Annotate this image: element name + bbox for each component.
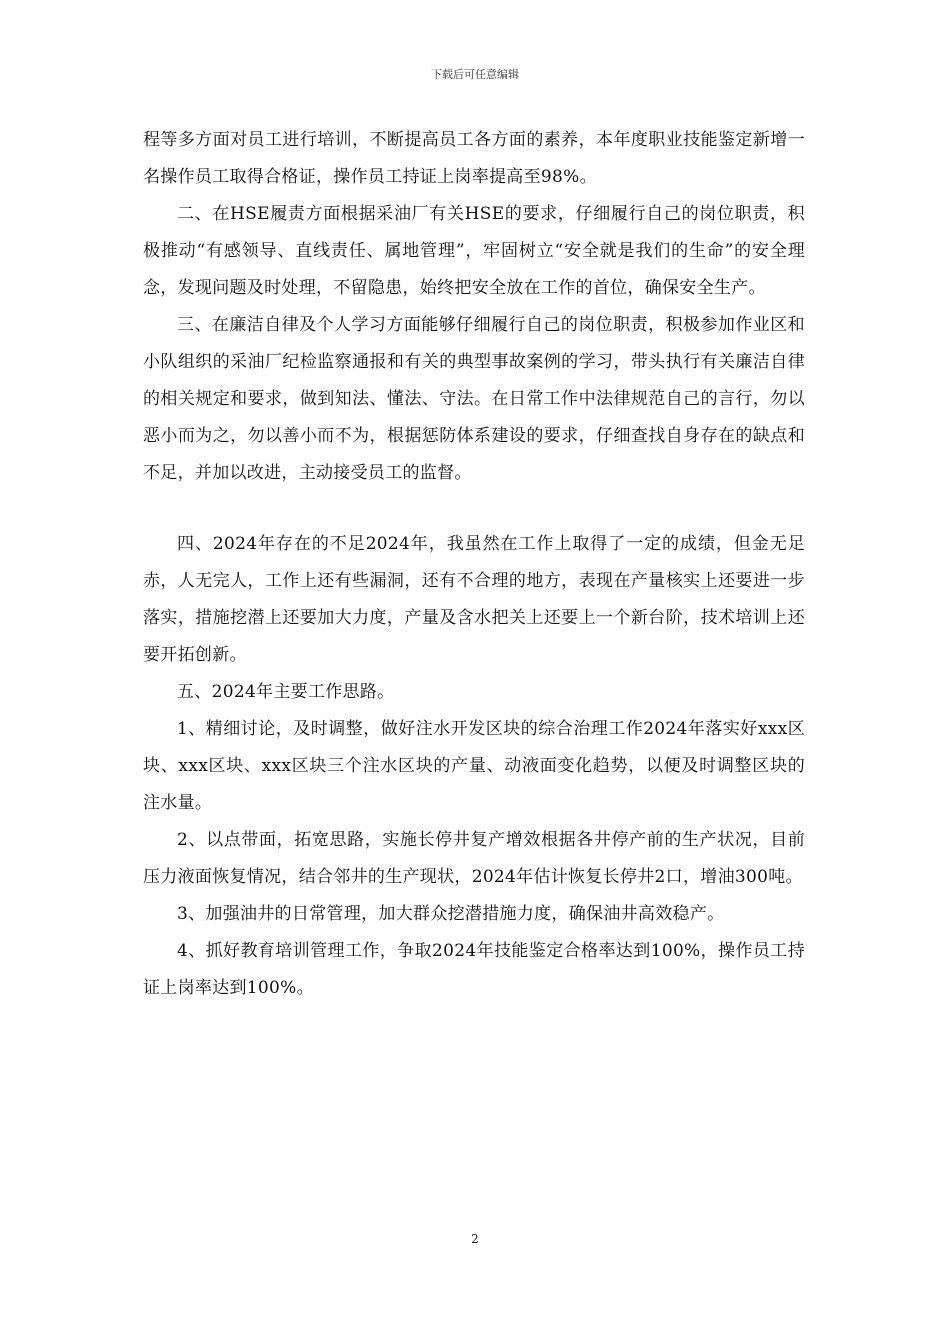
page-number: 2 <box>471 1232 479 1246</box>
paragraph-spacer <box>143 492 805 526</box>
document-body <box>143 122 805 1007</box>
paragraph-plan-heading: 五、2024年主要工作思路。 <box>177 682 395 702</box>
paragraph-plan-item-3: 3、加强油井的日常管理，加大群众挖潜措施力度，确保油井高效稳产。 <box>177 904 725 924</box>
paragraph-shortcomings: 四、2024年存在的不足2024年，我虽然在工作上取得了一定的成绩，但金无足赤，人无完人，工作上还有些漏洞，还有不合理的地方，表现在产量核实上还要进一步落实，措施挖潜上还要加大力度，产量及含水把关上还要上一个新台阶，技术培训上还要开拓创新。 <box>143 534 805 665</box>
paragraph-training: 程等多方面对员工进行培训，不断提高员工各方面的素养，本年度职业技能鉴定新增一名操作员工取得合格证，操作员工持证上岗率提高至98%。 <box>143 130 805 187</box>
paragraph-plan-item-4: 4、抓好教育培训管理工作，争取2024年技能鉴定合格率达到100%，操作员工持证上岗率达到100%。 <box>143 941 805 998</box>
paragraph-plan-item-1: 1、精细讨论，及时调整，做好注水开发区块的综合治理工作2024年落实好xxx区块、xxx区块、xxx区块三个注水区块的产量、动液面变化趋势，以便及时调整区块的注水量。 <box>143 719 805 813</box>
page-header: 下载后可任意编辑 <box>431 68 519 81</box>
paragraph-hse: 二、在HSE履责方面根据采油厂有关HSE的要求，仔细履行自己的岗位职责，积极推动“有感领导、直线责任、属地管理”，牢固树立“安全就是我们的生命”的安全理念，发现问题及时处理，不留隐患，始终把安全放在工作的首位，确保安全生产。 <box>143 204 805 298</box>
paragraph-integrity: 三、在廉洁自律及个人学习方面能够仔细履行自己的岗位职责，积极参加作业区和小队组织的采油厂纪检监察通报和有关的典型事故案例的学习，带头执行有关廉洁自律的相关规定和要求，做到知法、懂法、守法。在日常工作中法律规范自己的言行，勿以恶小而为之，勿以善小而不为，根据惩防体系建设的要求，仔细查找自身存在的缺点和不足，并加以改进，主动接受员工的监督。 <box>143 315 805 483</box>
paragraph-plan-item-2: 2、以点带面，拓宽思路，实施长停井复产增效根据各井停产前的生产状况，目前压力液面恢复情况，结合邻井的生产现状，2024年估计恢复长停井2口，增油300吨。 <box>143 830 805 887</box>
